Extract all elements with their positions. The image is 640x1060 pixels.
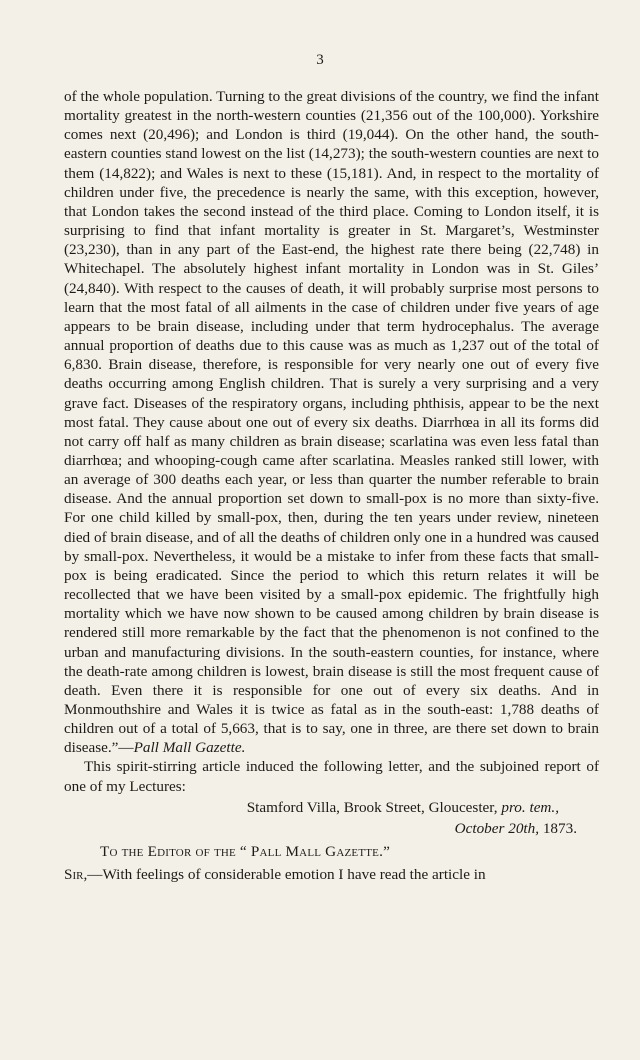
- dateline-address: [64, 798, 599, 817]
- dateline-day: October 20th,: [454, 819, 540, 837]
- dateline-pro-tem: pro. tem.,: [501, 798, 559, 816]
- letter-addressee: To the Editor of the “ Pall Mall Gazette.”: [100, 843, 391, 861]
- intro-paragraph: This spirit-stirring article induced the following letter, and the subjoined report of one of my Lectures:: [64, 758, 599, 795]
- letter-salutation: [64, 865, 599, 884]
- source-citation: Pall Mall Gazette.: [133, 739, 246, 757]
- salutation-sir: Sir,: [64, 866, 88, 884]
- article-paragraph: [64, 87, 599, 757]
- dateline-address-text: Stamford Villa, Brook Street, Gloucester,: [246, 798, 502, 816]
- body-text: [64, 87, 599, 884]
- dateline-year: 1873.: [539, 819, 577, 837]
- salutation-text: —With feelings of considerable emotion I have read the article in: [87, 866, 486, 884]
- page-number: 3: [316, 52, 324, 68]
- article-text: of the whole population. Turning to the great divisions of the country, we find the infant mortality greatest in the north-western counties (21,356 out of the 100,000). Yorkshire comes next (20,496); and London is third (19,044). On the other hand, the south-eastern counties stand lowest on the list (14,273); the south-western counties are next to them (14,822); and Wales is next to these (15,181). And, in respect to the mortality of children under five, the precedence is nearly the same, with this exception, however, that London takes the second instead of the third place. Coming to London itself, it is surprising to find that infant mortality is greater in St. Margaret’s, Westminster (23,230), than in any part of the East-end, the highest rate there being (22,748) in Whitechapel. The absolutely highest infant mortality in London was in St. Giles’ (24,840). With respect to the causes of death, it will probably surprise most persons to learn that the most fatal of all ailments in the case of children under five years of age appears to be brain disease, including under that term hydrocephalus. The average annual proportion of deaths due to this cause was as much as 1,237 out of the total of 6,830. Brain disease, therefore, is responsible for very nearly one out of every five deaths occurring among English children. That is surely a very surprising and a very grave fact. Diseases of the respiratory organs, including phthisis, appear to be the next most fatal. They cause about one out of every six deaths. Diarrhœa in all its forms did not carry off half as many children as brain disease; scarlatina was even less fatal than diarrhœa; and whooping-cough came after scarlatina. Measles ranked still lower, with an average of 300 deaths each year, or less than quarter the number referable to brain disease. And the annual proportion set down to small-pox is no more than sixty-five. For one child killed by small-pox, then, during the ten years under review, nineteen died of brain disease, and of all the deaths of children only one in a hundred was caused by small-pox. Nevertheless, it would be a mistake to infer from these facts that small-pox is being eradicated. Since the period to which this return relates it will be recollected that we have been visited by a small-pox epidemic. The frightfully high mortality which we have now shown to be caused among children by brain disease is rendered still more remarkable by the fact that the phenomenon is not confined to the urban and manufacturing divisions. In the south-eastern counties, for instance, where the death-rate among children is lowest, brain disease is still the most frequent cause of death. Even there it is responsible for one out of every six deaths. And in Monmouthshire and Wales it is twice as fatal as in the south-east: 1,788 deaths of children out of a total of 5,663, that is to say, one in three, are there set down to brain disease.”—: [64, 88, 599, 757]
- dateline-date: [64, 819, 599, 838]
